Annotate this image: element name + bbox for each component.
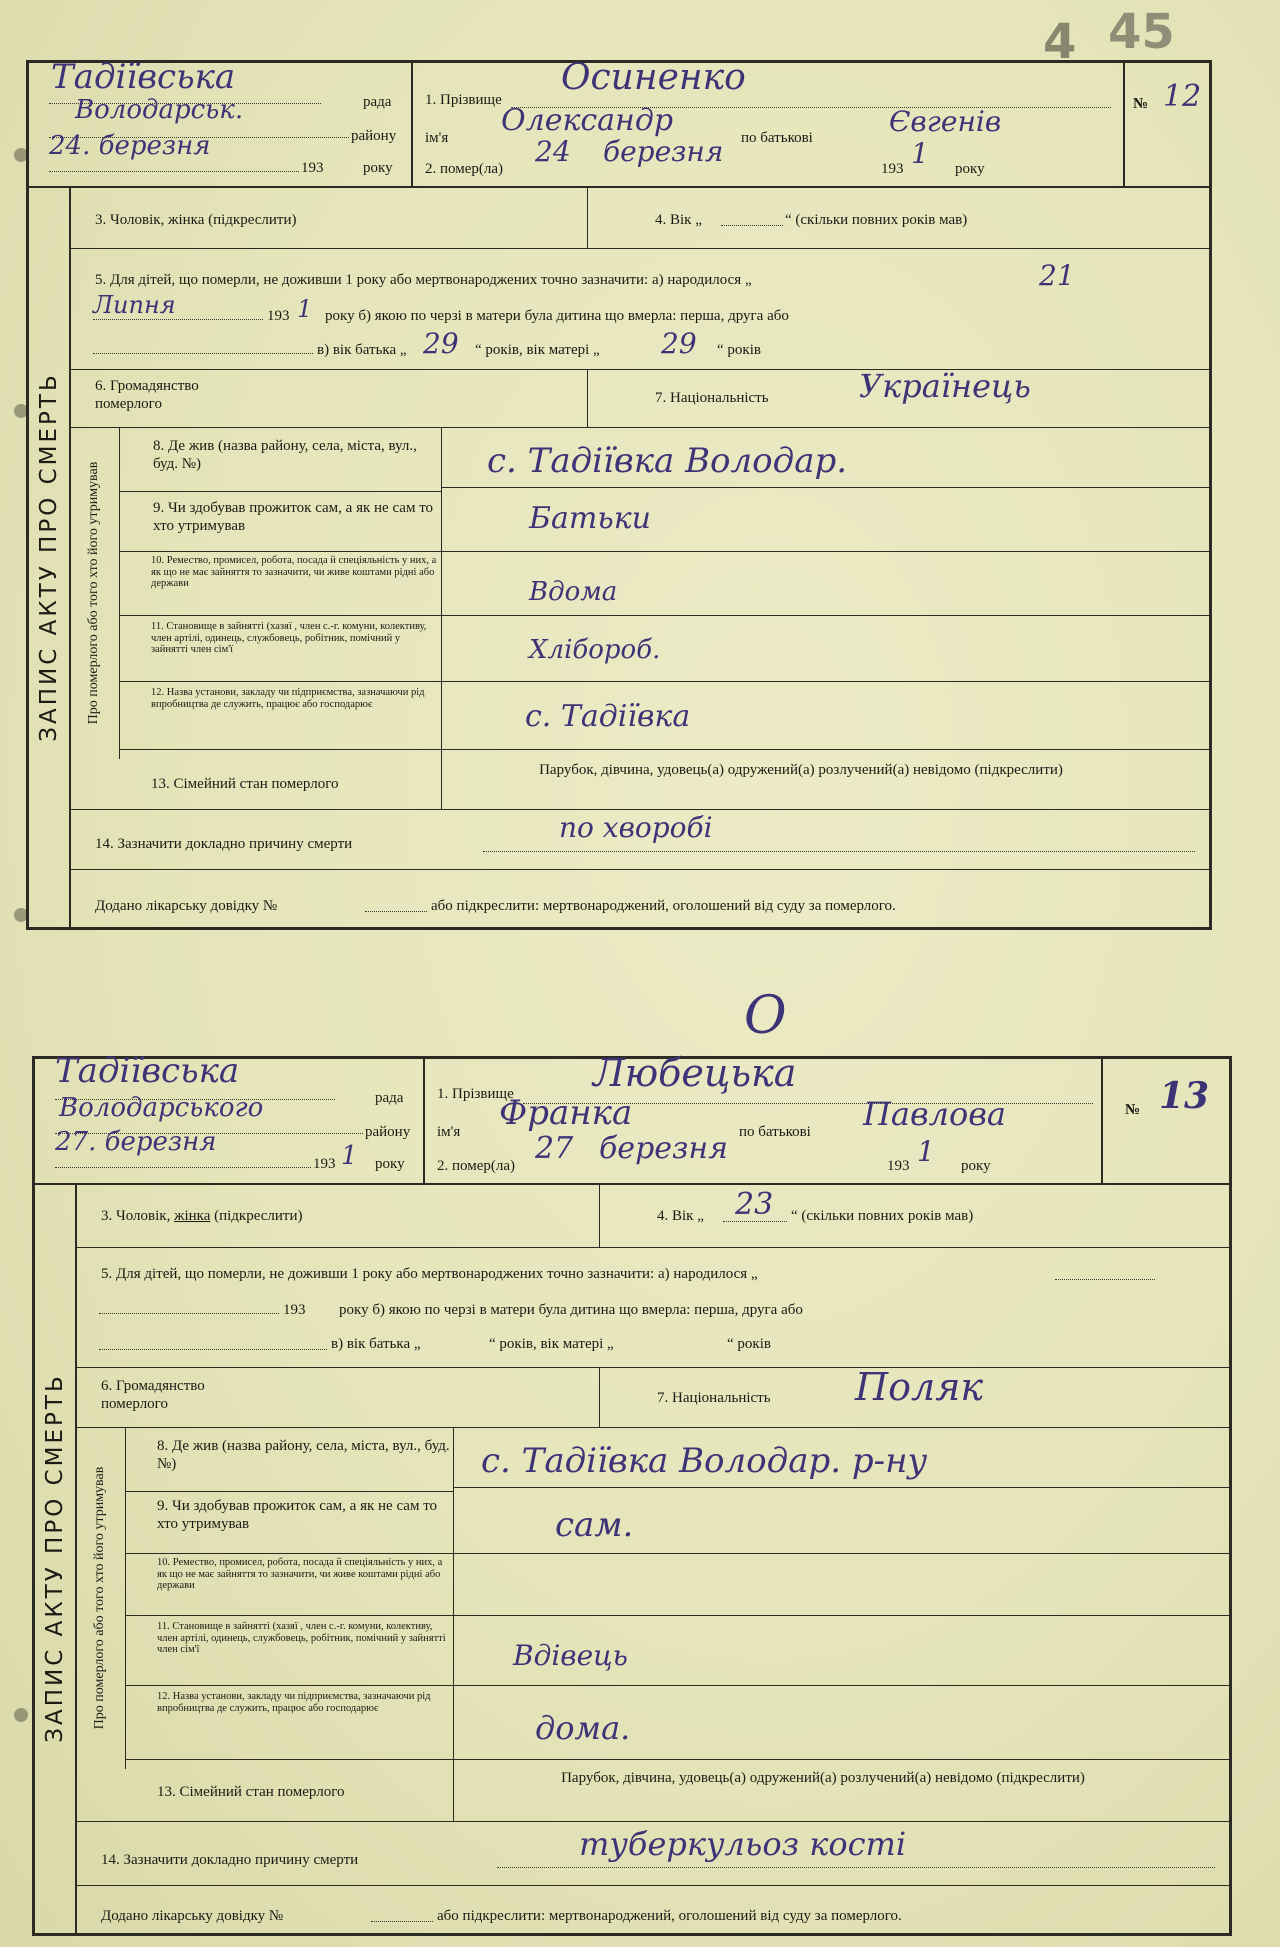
died-year: 1 (911, 137, 929, 170)
q14-label: 14. Зазначити докладно причину смерти (101, 1852, 359, 1868)
died-month: березня (599, 1131, 729, 1166)
q4-label-a: 4. Вік „ (657, 1208, 704, 1224)
record-number: 13 (1159, 1075, 1210, 1117)
raion-value: Володарськ. (75, 95, 244, 125)
sub-title-column (75, 1427, 126, 1769)
q7-label: 7. Національність (657, 1390, 771, 1406)
patronymic-value: Євгенів (889, 105, 1002, 138)
rada-value: Тадіївська (51, 57, 236, 97)
q9-label: 9. Чи здобував прожиток сам, а як не сам то хто утримував (157, 1498, 438, 1532)
q5-line1: 5. Для дітей, що померли, не доживши 1 року або мертвонароджених точно зазначити: а) народилося „ (95, 272, 752, 288)
nationality-value: Поляк (855, 1365, 984, 1409)
q5-line2: року б) якою по черзі в матери була дитина що вмерла: перша, друга або (325, 308, 789, 324)
nationality-value: Українець (859, 367, 1031, 405)
q4-label-a: 4. Вік „ (655, 212, 702, 228)
q12-value: дома. (535, 1709, 631, 1747)
registration-date: 27. березня (55, 1127, 217, 1157)
q9-value: сам. (555, 1505, 634, 1545)
registration-year: 1 (341, 1141, 358, 1171)
mother-age: 29 (661, 327, 697, 360)
sub-title-column (69, 427, 120, 759)
q5-line1: 5. Для дітей, що померли, не доживши 1 року або мертвонароджених точно зазначити: а) народилося „ (101, 1266, 758, 1282)
corner-number: 45 (1108, 4, 1175, 60)
q4-label-b: “ (скільки повних років мав) (785, 212, 968, 228)
q5-line3-a: в) вік батька „ (331, 1336, 421, 1352)
rada-value: Тадіївська (55, 1051, 240, 1091)
raion-value: Володарського (59, 1093, 264, 1123)
registration-date: 24. березня (49, 131, 211, 161)
q13-label: 13. Сімейний стан померлого (157, 1784, 345, 1800)
header-number-block: № 13 (1125, 1075, 1210, 1118)
side-title-column (35, 1183, 77, 1933)
q11-value: Хлібороб. (529, 635, 661, 665)
footer-label-a: Додано лікарську довідку № (95, 898, 278, 914)
punch-hole (14, 1708, 28, 1722)
surname-value: Любецька (593, 1051, 797, 1095)
surname-value: Осиненко (561, 57, 746, 98)
q5-line3-a: в) вік батька „ (317, 342, 407, 358)
record-number: 12 (1163, 79, 1202, 114)
q9-label: 9. Чи здобував прожиток сам, а як не сам то хто утримував (153, 500, 434, 534)
corner-number-faint: 4 (1043, 14, 1077, 70)
q11-value: Вдівець (513, 1639, 628, 1672)
record-header (29, 57, 1209, 188)
q6-label: 6. Громадянство померлого (95, 378, 199, 412)
cause-value: туберкульоз кості (579, 1825, 907, 1863)
child-born-day: 21 (1039, 259, 1075, 292)
record-header (35, 1051, 1229, 1185)
q8-label: 8. Де жив (назва району, села, міста, вул., буд. №) (153, 438, 417, 472)
child-born-month: Липня (93, 291, 176, 319)
side-title-column (29, 186, 71, 927)
q13-options: Парубок, дівчина, удовець(а) одружений(а) розлучений(а) невідомо (підкреслити) (561, 1770, 1085, 1786)
q12-label: 12. Назва установи, закладу чи підприємства, зазначаючи рід впробництва де служить, працює або господарює (151, 687, 425, 710)
father-age: 29 (423, 327, 459, 360)
side-title: ЗАПИС АКТУ ПРО СМЕРТЬ (42, 1373, 68, 1743)
q3-label: 3. Чоловік, жінка (підкреслити) (95, 212, 297, 228)
q11-label: 11. Становище в зайнятті (хазяї , член с.-г. комуни, колективу, член артілі, одинець, службовець, робітник, помічний у зайнятті член сім'ї (151, 621, 427, 655)
footer-label-b: або підкреслити: мертвонароджений, оголошений від суду за померлого. (437, 1908, 902, 1924)
margin-mark: О (744, 986, 787, 1046)
q8-value: с. Тадіївка Володар. (487, 441, 848, 481)
died-day: 27 (535, 1131, 574, 1166)
died-day: 24 (535, 135, 571, 168)
q6-label: 6. Громадянство померлого (101, 1378, 205, 1412)
q10-label: 10. Ремество, промисел, робота, посада й спеціяльність у них, а як що не має зайняття то зазначити, чи живе коштами рідні або держави (151, 555, 437, 589)
q13-label: 13. Сімейний стан померлого (151, 776, 339, 792)
name-value: Олександр (501, 103, 674, 138)
q8-value: с. Тадіївка Володар. р-ну (481, 1441, 928, 1481)
q11-label: 11. Становище в зайнятті (хазяї , член с.-г. комуни, колективу, член артілі, одинець, службовець, робітник, помічний у зайнятті член сім'ї (157, 1621, 446, 1655)
q5-line2: року б) якою по черзі в матери була дитина що вмерла: перша, друга або (339, 1302, 803, 1318)
q10-label: 10. Ремество, промисел, робота, посада й спеціяльність у них, а як що не має зайняття то зазначити, чи живе коштами рідні або держави (157, 1557, 443, 1591)
q9-value: Батьки (529, 501, 651, 536)
header-rada-block: Тадіївська рада Володарського району 27. березня 193 1 року (35, 1059, 425, 1183)
q4-label-b: “ (скільки повних років мав) (791, 1208, 974, 1224)
sub-title: Про померлого або того хто його утримував (92, 1466, 107, 1730)
header-name-block: 1. Прізвище Любецька ім'я Франка по батькові Павлова 2. помер(ла) 27 березня 193 1 року (423, 1059, 1103, 1183)
q3-label: 3. Чоловік, жінка (підкреслити) (101, 1208, 303, 1224)
footer-label-a: Додано лікарську довідку № (101, 1908, 284, 1924)
cause-value: по хворобі (559, 811, 713, 844)
header-name-block: 1. Прізвище Осиненко ім'я Олександр по батькові Євгенів 2. помер(ла) 24 березня 193 1 року (411, 63, 1125, 186)
death-record-form-1: Тадіївська рада Володарськ. району 24. березня 193 року 1. Прізвище Осиненко ім'я Олександр по батькові Євгенів 2. помер(ла) 24 березня 193 1 року № 12 ЗАПИС АКТУ ПРО СМЕРТЬ 3. Чоловік, жінка (підкреслити) 4. Вік „ “ (скільки повних років мав) 5. Для дітей, що померли, не доживши 1 року або мертвонароджених точно зазначити: а) народилося „ 21 Липня 193 1 року б) якою по черзі в матери була дитина що вмерла: перша, друга або в) вік батька „ 29 “ років, вік матері „ 29 “ років 6. Громадянство померлого 7. Національність Українець Про померлого або того хто його утримував 8. Де жив (назва району, села, міста, вул., буд. №) с. Тадіївка Володар. 9. Чи здобував прожиток сам, а як не сам то хто утримував Батьки 10. Ремество, промисел, робота, посада й спеціяльність у них, а як що не має зайняття то зазначити, чи живе коштами рідні або держави Вдома 11. Становище в зайнятті (хазяї , член с.-г. комуни, колективу, член артілі, одинець, службовець, робітник, помічний у зайнятті член сім'ї Хлібороб. 12. Назва установи, закладу чи підприємства, зазначаючи рід впробництва де служить, працює або господарює с. Тадіївка 13. Сімейний стан померлого Парубок, дівчина, удовець(а) одружений(а) розлучений(а) невідомо (підкреслити) 14. Зазначити докладно причину смерти по хворобі Додано лікарську довідку № або підкреслити: мертвонароджений, оголошений від суду за померлого. (26, 60, 1212, 930)
footer-label-b: або підкреслити: мертвонароджений, оголошений від суду за померлого. (431, 898, 896, 914)
name-value: Франка (499, 1093, 633, 1133)
q12-label: 12. Назва установи, закладу чи підприємства, зазначаючи рід впробництва де служить, працює або господарює (157, 1691, 431, 1714)
child-born-year: 1 (297, 295, 313, 323)
q14-label: 14. Зазначити докладно причину смерти (95, 836, 353, 852)
q10-value: Вдома (529, 577, 618, 607)
q7-label: 7. Національність (655, 390, 769, 406)
q13-options: Парубок, дівчина, удовець(а) одружений(а) розлучений(а) невідомо (підкреслити) (539, 762, 1063, 778)
q8-label: 8. Де жив (назва району, села, міста, вул., буд. №) (157, 1438, 450, 1472)
died-month: березня (603, 135, 724, 168)
header-rada-block: Тадіївська рада Володарськ. району 24. березня 193 року (29, 63, 413, 186)
death-record-form-2: Тадіївська рада Володарського району 27. березня 193 1 року 1. Прізвище Любецька ім'я Франка по батькові Павлова 2. помер(ла) 27 березня 193 1 року № 13 ЗАПИС АКТУ ПРО СМЕРТЬ 3. Чоловік, жінка (підкреслити) 4. Вік „ 23 “ (скільки повних років мав) 5. Для дітей, що померли, не доживши 1 року або мертвонароджених точно зазначити: а) народилося „ 193 року б) якою по черзі в матери була дитина що вмерла: перша, друга або в) вік батька „ “ років, вік матері „ “ років 6. Громадянство померлого 7. Національність Поляк Про померлого або того хто його утримував 8. Де жив (назва району, села, міста, вул., буд. №) с. Тадіївка Володар. р-ну 9. Чи здобував прожиток сам, а як не сам то хто утримував сам. 10. Ремество, промисел, робота, посада й спеціяльність у них, а як що не має зайняття то зазначити, чи живе коштами рідні або держави 11. Становище в зайнятті (хазяї , член с.-г. комуни, колективу, член артілі, одинець, службовець, робітник, помічний у зайнятті член сім'ї Вдівець 12. Назва установи, закладу чи підприємства, зазначаючи рід впробництва де служить, працює або господарює дома. 13. Сімейний стан померлого Парубок, дівчина, удовець(а) одружений(а) розлучений(а) невідомо (підкреслити) 14. Зазначити докладно причину смерти туберкульоз кості Додано лікарську довідку № або підкреслити: мертвонароджений, оголошений від суду за померлого. (32, 1056, 1232, 1936)
q12-value: с. Тадіївка (525, 699, 691, 734)
patronymic-value: Павлова (863, 1095, 1006, 1133)
age-value: 23 (735, 1187, 774, 1222)
header-number-block: № 12 (1133, 79, 1202, 114)
sub-title: Про померлого або того хто його утримував (86, 461, 101, 725)
died-year: 1 (917, 1135, 935, 1168)
side-title: ЗАПИС АКТУ ПРО СМЕРТЬ (36, 371, 62, 742)
